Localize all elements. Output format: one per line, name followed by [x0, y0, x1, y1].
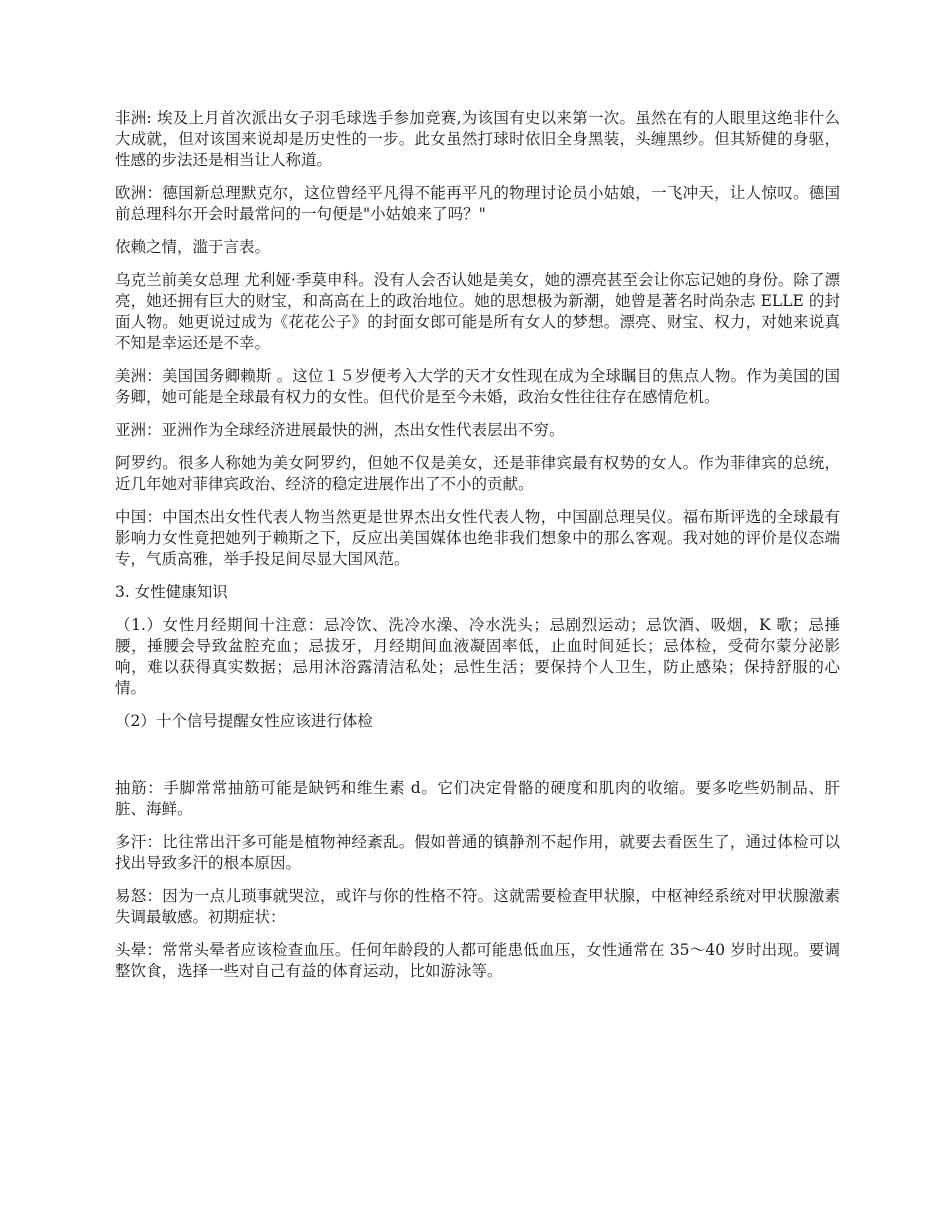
paragraph-arroyo: 阿罗约。很多人称她为美女阿罗约，但她不仅是美女，还是菲律宾最有权势的女人。作为菲律宾的总统，近几年她对菲律宾政治、经济的稳定进展作出了不小的贡献。: [115, 454, 840, 493]
paragraph-china: 中国：中国杰出女性代表人物当然更是世界杰出女性代表人物，中国副总理吴仪。福布斯评选的全球最有影响力女性竟把她列于赖斯之下，反应出美国媒体也绝非我们想象中的那么客观。我对她的评价是仪态端专，气质高雅，举手投足间尽显大国风范。: [115, 508, 840, 568]
paragraph-cramps: 抽筋：手脚常常抽筋可能是缺钙和维生素 d。它们决定骨骼的硬度和肌肉的收缩。要多吃些奶制品、肝脏、海鲜。: [115, 779, 840, 818]
paragraph-menstrual-tips: （1.）女性月经期间十注意：忌冷饮、洗冷水澡、冷水洗头；忌剧烈运动；忌饮酒、吸烟，K 歌；忌捶腰，捶腰会导致盆腔充血；忌拔牙，月经期间血液凝固率低，止血时间延长；忌体检，受荷尔蒙分泌影响，难以获得真实数据；忌用沐浴露清洁私处；忌性生活；要保持个人卫生，防止感染；保持舒服的心情。: [115, 616, 840, 697]
subheading-checkup-signals: （2）十个信号提醒女性应该进行体检: [115, 712, 373, 730]
paragraph-europe: 欧洲：德国新总理默克尔，这位曾经平凡得不能再平凡的物理讨论员小姑娘，一飞冲天，让人惊叹。德国前总理科尔开会时最常问的一句便是"小姑娘来了吗？": [115, 184, 840, 223]
section-heading-health: 3. 女性健康知识: [115, 583, 228, 601]
paragraph-irritability: 易怒：因为一点儿琐事就哭泣，或许与你的性格不符。这就需要检查甲状腺，中枢神经系统对甲状腺激素失调最敏感。初期症状：: [115, 887, 840, 926]
paragraph-dizziness: 头晕：常常头晕者应该检查血压。任何年龄段的人都可能患低血压，女性通常在 35～40 岁时出现。要调整饮食，选择一些对自己有益的体育运动，比如游泳等。: [115, 941, 840, 980]
paragraph-ukraine: 乌克兰前美女总理 尤利娅·季莫申科。没有人会否认她是美女，她的漂亮甚至会让你忘记她的身份。除了漂亮，她还拥有巨大的财宝，和高高在上的政治地位。她的思想极为新潮，她曾是著名时尚杂志 ELLE 的封面人物。她更说过成为《花花公子》的封面女郎可能是所有女人的梦想。漂亮、财宝、权力，对她来说真不知是幸运还是不幸。: [115, 271, 840, 352]
document-body: [115, 108, 840, 994]
paragraph-america: 美洲：美国国务卿赖斯 。这位１５岁便考入大学的天才女性现在成为全球瞩目的焦点人物。作为美国的国务卿，她可能是全球最有权力的女性。但代价是至今未婚，政治女性往往存在感情危机。: [115, 367, 840, 406]
paragraph-sweating: 多汗：比往常出汗多可能是植物神经紊乱。假如普通的镇静剂不起作用，就要去看医生了，通过体检可以找出导致多汗的根本原因。: [115, 833, 840, 872]
paragraph-dependence: 依赖之情，滥于言表。: [115, 238, 271, 256]
paragraph-asia: 亚洲：亚洲作为全球经济进展最快的洲，杰出女性代表层出不穷。: [115, 421, 565, 439]
paragraph-africa: 非洲: 埃及上月首次派出女子羽毛球选手参加竞赛,为该国有史以来第一次。虽然在有的人眼里这绝非什么大成就，但对该国来说却是历史性的一步。此女虽然打球时依旧全身黑装，头缠黑纱。但其矫健的身驱，性感的步法还是相当让人称道。: [115, 109, 840, 169]
